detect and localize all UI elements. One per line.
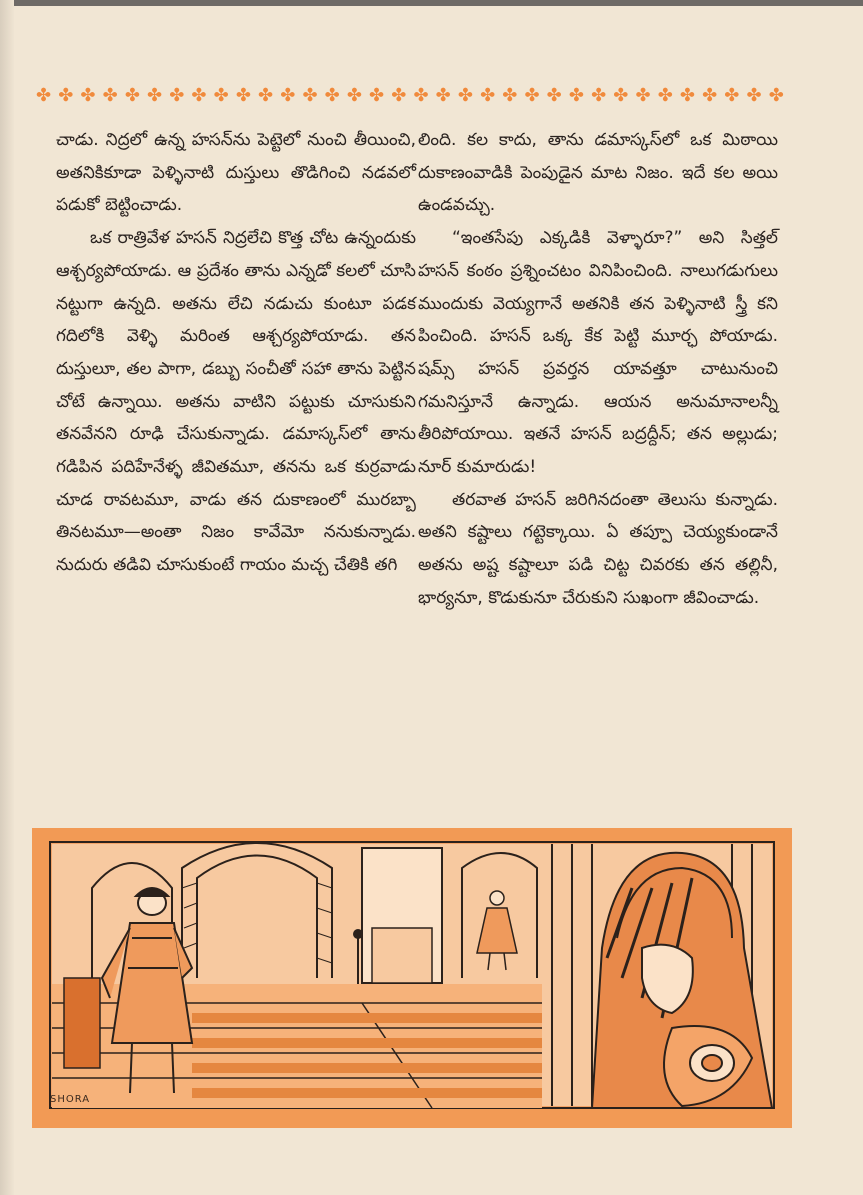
ornament-flower-icon: ✤ bbox=[324, 85, 340, 106]
ornament-flower-icon: ✤ bbox=[635, 85, 651, 106]
ornament-flower-icon: ✤ bbox=[58, 85, 74, 106]
ornament-flower-icon: ✤ bbox=[657, 85, 673, 106]
ornament-flower-icon: ✤ bbox=[702, 85, 718, 106]
ornament-flower-icon: ✤ bbox=[546, 85, 562, 106]
paragraph: చాడు. నిద్రలో ఉన్న హసన్‌ను పెట్టెలో నుంచి తీయించి, అతనికికూడా పెళ్ళినాటి దుస్తులు తొడిగించి నడవలో పడుకో బెట్టించాడు. bbox=[56, 130, 416, 216]
ornament-flower-icon: ✤ bbox=[213, 85, 229, 106]
paragraph: లింది. కల కాదు, తాను డమాస్కస్‌లో ఒక మిఠాయి దుకాణంవాడికి పెంపుడైన మాట నిజం. ఇదే కల అయి ఉండవచ్చు. bbox=[418, 130, 778, 216]
ornament-flower-icon: ✤ bbox=[80, 85, 96, 106]
ornament-flower-icon: ✤ bbox=[191, 85, 207, 106]
ornament-flower-icon: ✤ bbox=[613, 85, 629, 106]
paragraph: “ఇంతసేపు ఎక్కడికి వెళ్ళారూ?” అని సిత్తల్ హసన్ కంఠం ప్రశ్నించటం వినిపించింది. నాలుగడుగులు ముందుకు వెయ్యగానే అతనికి తన పెళ్ళినాటి స్త్రీ కని పించింది. హసన్ ఒక్క కేక పెట్టి మూర్ఛ పోయాడు. షమ్స్ హసన్ ప్రవర్తన యావత్తూ చాటునుంచి గమనిస్తూనే ఉన్నాడు. ఆయన అనుమానాలన్నీ తీరిపోయాయి. ఇతనే హసన్ బద్రద్దీన్; తన అల్లుడు; నూర్ కుమారుడు! bbox=[418, 228, 778, 478]
ornament-flower-icon: ✤ bbox=[480, 85, 496, 106]
ornament-flower-icon: ✤ bbox=[502, 85, 518, 106]
ornament-flower-icon: ✤ bbox=[346, 85, 362, 106]
ornament-flower-icon: ✤ bbox=[102, 85, 118, 106]
ornament-flower-icon: ✤ bbox=[524, 85, 540, 106]
ornament-flower-icon: ✤ bbox=[258, 85, 274, 106]
ornament-flower-icon: ✤ bbox=[36, 85, 52, 106]
decorative-border-ornament bbox=[36, 78, 784, 114]
ornament-flower-icon: ✤ bbox=[124, 85, 140, 106]
ornament-flower-icon: ✤ bbox=[169, 85, 185, 106]
ornament-flower-icon: ✤ bbox=[724, 85, 740, 106]
paragraph: ఒక రాత్రివేళ హసన్ నిద్రలేచి కొత్త చోట ఉన్నందుకు ఆశ్చర్యపోయాడు. ఆ ప్రదేశం తాను ఎన్నడో కలలో చూసి నట్టుగా ఉన్నది. అతను లేచి నడుచు కుంటూ పడక గదిలోకి వెళ్ళి మరింత ఆశ్చర్యపోయాడు. తన దుస్తులూ, తల పాగా, డబ్బు సంచీతో సహా తాను పెట్టిన చోటే ఉన్నాయి. అతను వాటిని పట్టుకు చూసుకుని తనవేనని రూఢి చేసుకున్నాడు. డమాస్కస్‌లో తాను గడిపిన పదిహేనేళ్ళ జీవితమూ, తనను ఒక కుర్రవాడు చూడ రావటమూ, వాడు తన దుకాణంలో మురబ్బా తినటమూ—అంతా నిజం కావేమో ననుకున్నాడు. నుదురు తడివి చూసుకుంటే గాయం మచ్చ చేతికి తగి bbox=[56, 228, 416, 576]
ornament-flower-icon: ✤ bbox=[591, 85, 607, 106]
ornament-flower-icon: ✤ bbox=[280, 85, 296, 106]
ornament-flower-icon: ✤ bbox=[235, 85, 251, 106]
ornament-flower-icon: ✤ bbox=[568, 85, 584, 106]
ornament-flower-icon: ✤ bbox=[369, 85, 385, 106]
ornament-flower-icon: ✤ bbox=[413, 85, 429, 106]
illustration-drawing bbox=[32, 828, 792, 1128]
ornament-flower-icon: ✤ bbox=[768, 85, 784, 106]
right-text-column bbox=[418, 124, 778, 615]
ornament-flower-icon: ✤ bbox=[147, 85, 163, 106]
paragraph: తరవాత హసన్ జరిగినదంతా తెలుసు కున్నాడు. అతని కష్టాలు గట్టెక్కాయి. ఏ తప్పూ చెయ్యకుండానే అతను అష్ట కష్టాలూ పడి చిట్ట చివరకు తన తల్లినీ, భార్యనూ, కొడుకునూ చేరుకుని సుఖంగా జీవించాడు. bbox=[418, 489, 778, 608]
ornament-flower-icon: ✤ bbox=[746, 85, 762, 106]
ornament-flower-icon: ✤ bbox=[302, 85, 318, 106]
ornament-flower-icon: ✤ bbox=[391, 85, 407, 106]
artist-signature: SHORA bbox=[50, 1094, 91, 1105]
page-binding-shadow bbox=[0, 0, 14, 1195]
story-illustration bbox=[32, 828, 792, 1128]
page-top-edge bbox=[0, 0, 863, 6]
left-text-column bbox=[56, 124, 416, 582]
ornament-flower-icon: ✤ bbox=[457, 85, 473, 106]
ornament-flower-icon: ✤ bbox=[435, 85, 451, 106]
ornament-flower-icon: ✤ bbox=[679, 85, 695, 106]
